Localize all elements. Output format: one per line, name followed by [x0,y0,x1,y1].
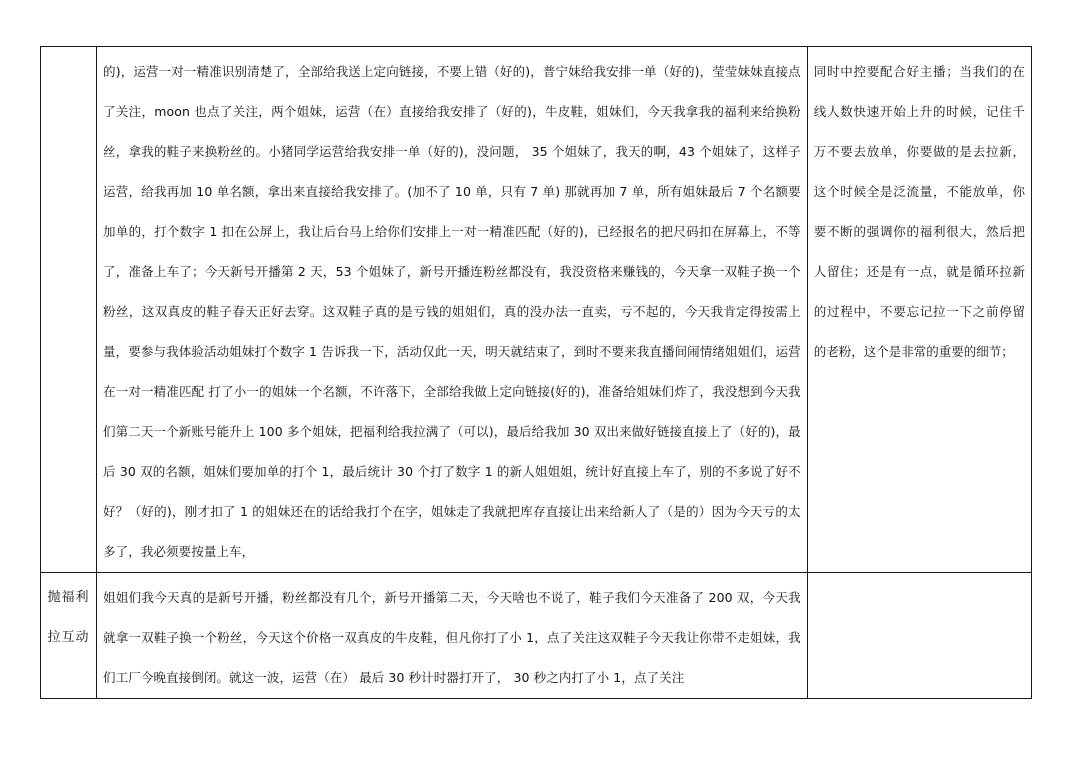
table-row [41,47,1032,573]
script-table [40,46,1032,699]
operator-note: 同时中控要配合好主播；当我们的在线人数快速开始上升的时候，记住千万不要去放单，你要做的是去拉新，这个时候全是泛流量，不能放单，你要不断的强调你的福利很大，然后把人留住；还是有一点，就是循环拉新的过程中，不要忘记拉一下之前停留的老粉，这个是非常的重要的细节； [813,64,1025,359]
stage-label-cell [41,573,97,699]
operator-note [808,573,1031,578]
script-content: 姐姐们我今天真的是新号开播，粉丝都没有几个，新号开播第二天，今天啥也不说了，鞋子我们今天准备了 200 双，今天我就拿一双鞋子换一个粉丝，今天这个价格一双真皮的牛皮鞋，但凡你打了小 1，点了关注这双鞋子今天我让你带不走姐妹，我们工厂今晚直接倒闭。就这一波，运营（在） 最后 30 秒计时器打开了， 30 秒之内打了小 1，点了关注 [103,590,801,685]
stage-label-cell [41,47,97,573]
script-content-cell [97,573,808,699]
stage-label: 抛福利拉互动 [47,590,90,645]
stage-label [41,47,96,52]
script-content: 的)，运营一对一精准识别清楚了，全部给我送上定向链接，不要上错（好的)，普宁妹给我安排一单（好的)，莹莹妹妹直接点了关注，moon 也点了关注，两个姐妹，运营（在）直接给我安排了（好的)，牛皮鞋，姐妹们，今天我拿我的福利来给换粉丝，拿我的鞋子来换粉丝的。小猪同学运营给我安排一单（好的)，没问题， 35 个姐妹了，我天的啊，43 个姐妹了，这样子运营，给我再加 10 单名额，拿出来直接给我安排了。(加不了 10 单，只有 7 单) 那就再加 7 单，所有姐妹最后 7 个名额要加单的，打个数字 1 扣在公屏上，我让后台马上给你们安排上一对一精准匹配（好的)，已经报名的把尺码扣在屏幕上，不等了，准备上车了；今天新号开播第 2 天，53 个姐妹了，新号开播连粉丝都没有，我没资格来赚钱的，今天拿一双鞋子换一个粉丝，这双真皮的鞋子春天正好去穿。这双鞋子真的是亏钱的姐姐们，真的没办法一直卖，亏不起的，今天我肯定得按需上量，要参与我体验活动姐妹打个数字 1 告诉我一下，活动仅此一天，明天就结束了，到时不要来我直播间闹情绪姐姐们，运营在一对一精准匹配 打了小一的姐妹一个名额，不许落下，全部给我做上定向链接(好的)，准备给姐妹们炸了，我没想到今天我们第二天一个新账号能升上 100 多个姐妹，把福利给我拉满了（可以)，最后给我加 30 双出来做好链接直接上了（好的)，最后 30 双的名额，姐妹们要加单的打个 1，最后统计 30 个打了数字 1 的新人姐姐姐，统计好直接上车了，别的不多说了好不好？（好的)，刚才扣了 1 的姐妹还在的话给我打个在字，姐妹走了我就把库存直接让出来给新人了（是的）因为今天亏的太多了，我必须要按量上车， [103,64,801,559]
note-cell [807,573,1031,699]
table-row [41,573,1032,699]
note-cell [807,47,1031,573]
script-content-cell [97,47,808,573]
